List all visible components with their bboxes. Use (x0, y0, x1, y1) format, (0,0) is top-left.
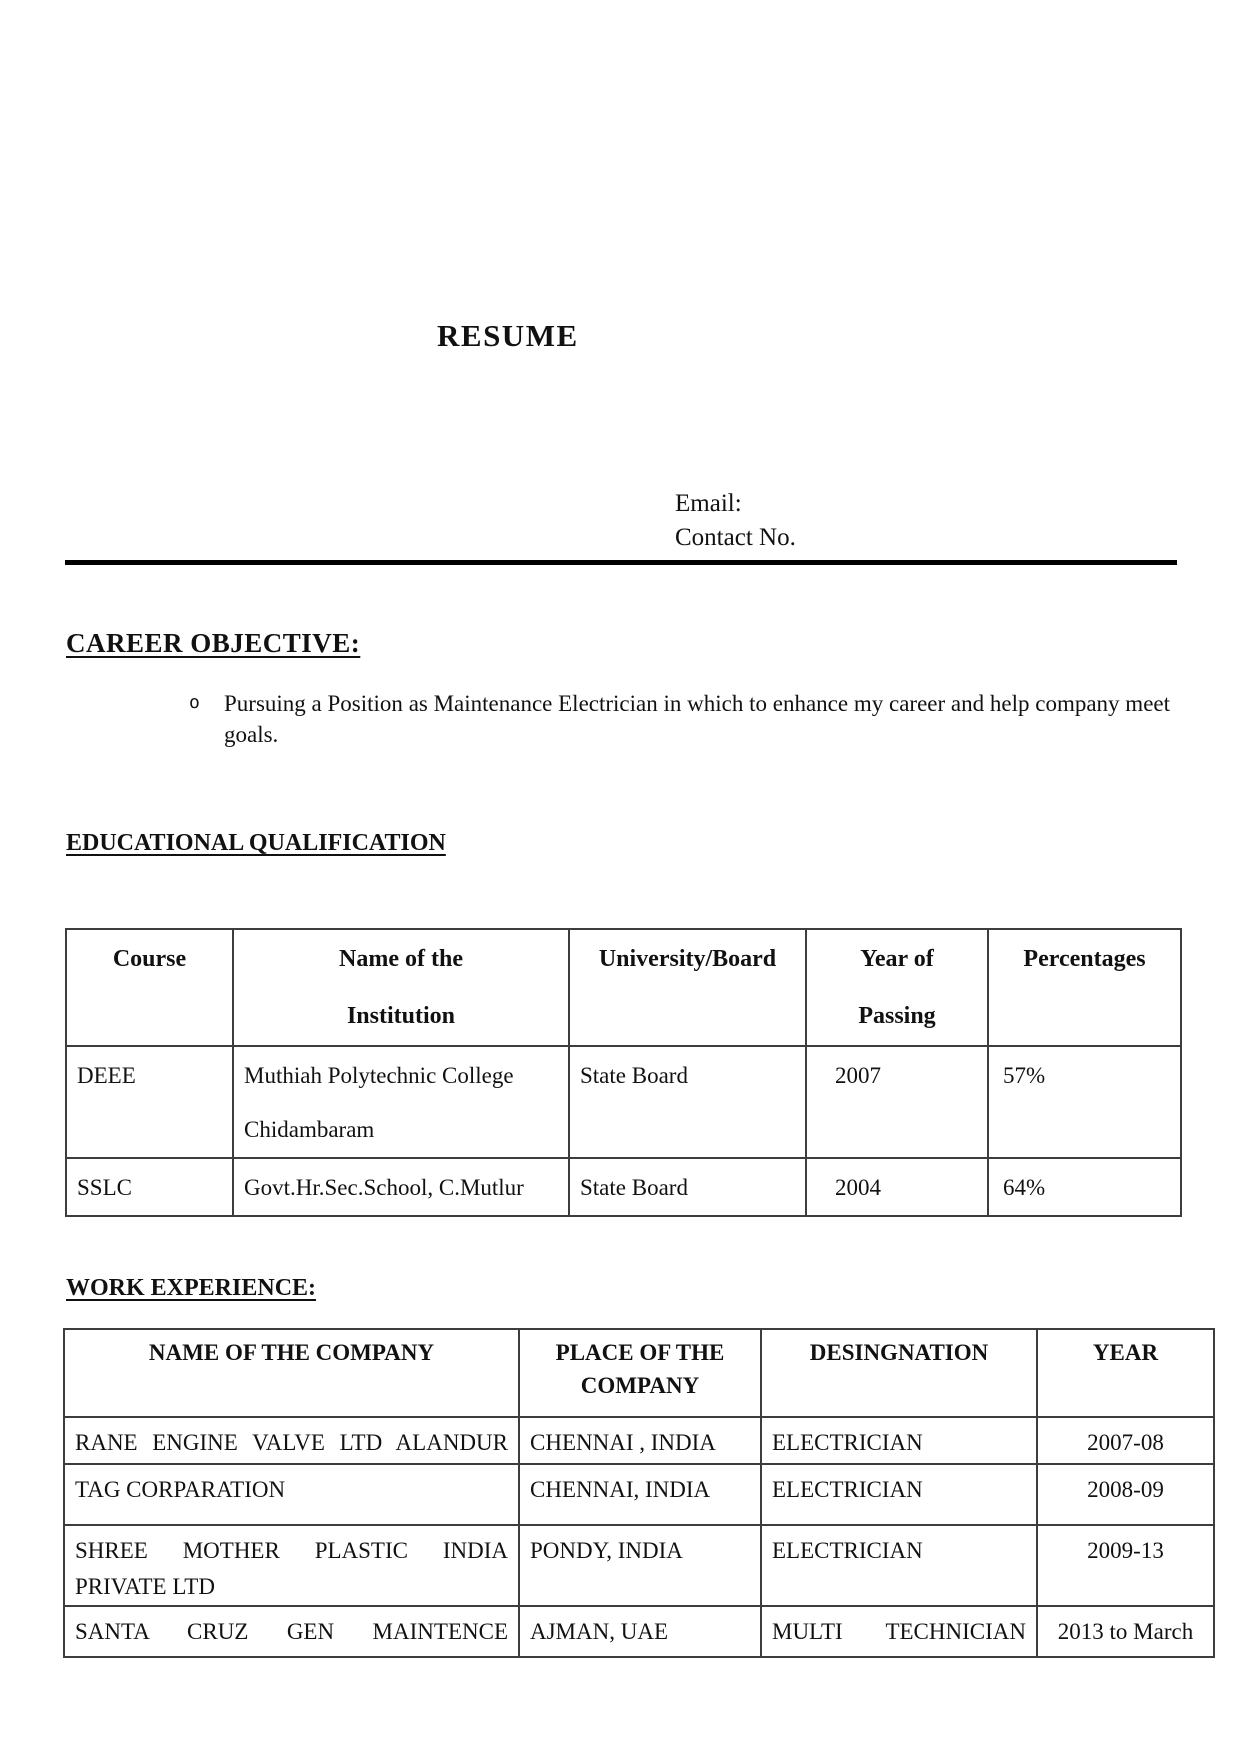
table-row (64, 1606, 1214, 1657)
table-cell (761, 1417, 1037, 1464)
table-header-cell (569, 929, 806, 1046)
cell-line: 64% (1003, 1175, 1046, 1200)
table-row (64, 1525, 1214, 1606)
cell-line: 2008-09 (1087, 1477, 1164, 1502)
cell-line: State Board (580, 1063, 688, 1088)
cell-line: CHENNAI, INDIA (530, 1477, 711, 1502)
career-objective-text: Pursuing a Position as Maintenance Electrician in which to enhance my career and help company meet goals. (224, 691, 1170, 747)
table-cell (233, 1158, 569, 1216)
divider-rule (65, 560, 1177, 565)
table-cell (569, 1158, 806, 1216)
cell-line: DEEE (77, 1063, 136, 1088)
cell-line: Year of (860, 946, 934, 972)
cell-line: 2007-08 (1087, 1430, 1164, 1455)
table-cell (64, 1606, 519, 1657)
cell-line: ELECTRICIAN (772, 1538, 923, 1563)
table-cell (66, 1158, 233, 1216)
education-table (65, 928, 1182, 1217)
cell-line: PLACE OF THE (555, 1340, 725, 1365)
table-row (66, 1046, 1181, 1158)
table-header-cell (233, 929, 569, 1046)
table-cell (519, 1525, 761, 1606)
email-label: Email: (675, 490, 742, 517)
table-cell (761, 1606, 1037, 1657)
table-header-row (66, 929, 1181, 1046)
career-objective-heading: CAREER OBJECTIVE: (66, 628, 361, 658)
work-experience-table (63, 1328, 1215, 1658)
work-experience-heading: WORK EXPERIENCE: (66, 1275, 317, 1301)
cell-line: Muthiah Polytechnic College (244, 1063, 514, 1088)
cell-line: Chidambaram (244, 1117, 375, 1142)
cell-line: COMPANY (580, 1373, 700, 1398)
cell-line: 2013 to March (1057, 1619, 1194, 1644)
cell-line: Passing (858, 1003, 936, 1029)
table-row (66, 1158, 1181, 1216)
cell-line: YEAR (1092, 1340, 1159, 1365)
cell-line: 2007 (835, 1063, 881, 1088)
table-header-cell (806, 929, 988, 1046)
bullet-marker: o (189, 692, 200, 713)
table-cell (64, 1525, 519, 1606)
table-cell (1037, 1417, 1214, 1464)
cell-line: 57% (1003, 1063, 1046, 1088)
contact-block (675, 487, 796, 555)
cell-line: PRIVATE LTD (75, 1574, 215, 1599)
table-cell (988, 1158, 1181, 1216)
cell-line: Course (112, 946, 187, 972)
cell-line: NAME OF THE COMPANY (148, 1340, 435, 1365)
table-cell (233, 1046, 569, 1158)
table-header-cell (66, 929, 233, 1046)
cell-line: AJMAN, UAE (530, 1619, 668, 1644)
cell-line: 2009-13 (1087, 1538, 1164, 1563)
cell-line: Institution (346, 1003, 456, 1029)
table-cell (519, 1417, 761, 1464)
table-cell (519, 1464, 761, 1525)
table-header-cell (1037, 1329, 1214, 1417)
cell-line: Percentages (1023, 946, 1146, 972)
table-header-row (64, 1329, 1214, 1417)
cell-line: CHENNAI , INDIA (530, 1430, 716, 1455)
cell-line: TAG CORPARATION (75, 1477, 286, 1502)
cell-line: MULTI TECHNICIAN (772, 1619, 1026, 1644)
cell-line: 2004 (835, 1175, 881, 1200)
document-title: RESUME (437, 318, 579, 353)
cell-line: Govt.Hr.Sec.School, C.Mutlur (244, 1175, 524, 1200)
table-header-cell (761, 1329, 1037, 1417)
table-cell (761, 1464, 1037, 1525)
education-heading: EDUCATIONAL QUALIFICATION (66, 830, 446, 856)
contact-no-label: Contact No. (675, 524, 796, 551)
table-cell (64, 1464, 519, 1525)
table-header-cell (988, 929, 1181, 1046)
cell-line: SANTA CRUZ GEN MAINTENCE (75, 1619, 508, 1644)
cell-line: University/Board (598, 946, 777, 972)
table-header-cell (64, 1329, 519, 1417)
table-cell (1037, 1606, 1214, 1657)
table-header-cell (519, 1329, 761, 1417)
table-cell (66, 1046, 233, 1158)
table-cell (806, 1046, 988, 1158)
table-cell (64, 1417, 519, 1464)
table-row (64, 1417, 1214, 1464)
cell-line: RANE ENGINE VALVE LTD ALANDUR (75, 1430, 508, 1455)
table-row (64, 1464, 1214, 1525)
cell-line: SSLC (77, 1175, 132, 1200)
table-cell (519, 1606, 761, 1657)
table-cell (988, 1046, 1181, 1158)
table-cell (806, 1158, 988, 1216)
cell-line: ELECTRICIAN (772, 1430, 923, 1455)
cell-line: ELECTRICIAN (772, 1477, 923, 1502)
cell-line: State Board (580, 1175, 688, 1200)
table-cell (569, 1046, 806, 1158)
cell-line: PONDY, INDIA (530, 1538, 683, 1563)
cell-line: Name of the (339, 946, 463, 972)
cell-line: DESINGNATION (809, 1340, 989, 1365)
table-cell (1037, 1464, 1214, 1525)
table-cell (1037, 1525, 1214, 1606)
cell-line: SHREE MOTHER PLASTIC INDIA (75, 1538, 508, 1563)
table-cell (761, 1525, 1037, 1606)
